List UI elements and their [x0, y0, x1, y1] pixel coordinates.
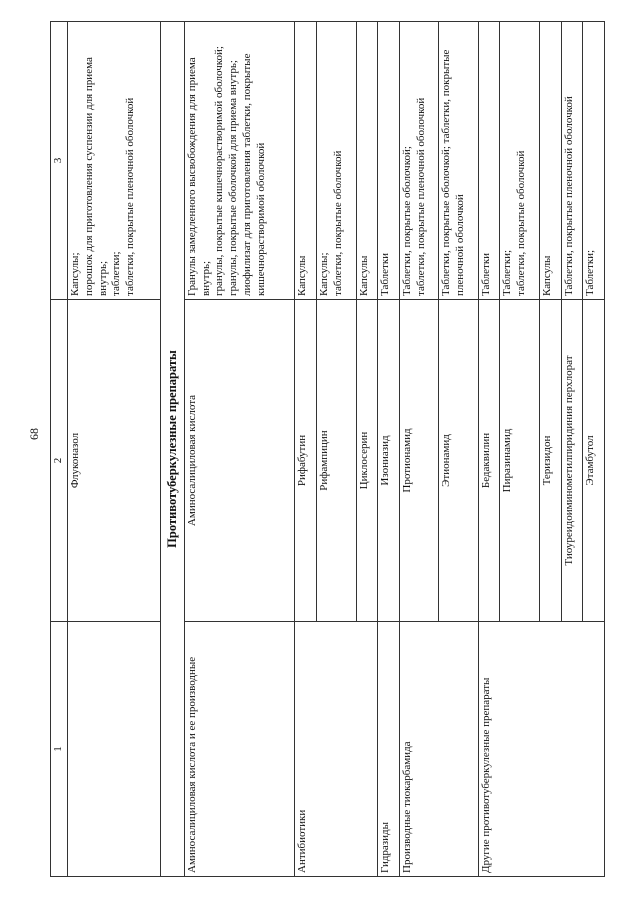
drug-cell: Флуконазол [68, 300, 161, 622]
header-row [51, 22, 68, 877]
header-col-1: 1 [51, 622, 68, 877]
form-line: Капсулы [296, 255, 309, 296]
form-line: Капсулы [540, 255, 553, 296]
table-row [399, 22, 438, 877]
form-line: гранулы, покрытые оболочкой для приема внутрь; [227, 60, 240, 296]
drug-cell: Рифабутин [295, 300, 317, 622]
group-cell: Антибиотики [295, 622, 378, 877]
form-cell [539, 22, 561, 300]
form-line: Таблетки, покрытые оболочкой; [400, 146, 413, 296]
form-line: Капсулы; [318, 252, 331, 296]
form-line: гранулы, покрытые кишечнорастворимой оболочкой; [213, 46, 226, 296]
form-line: таблетки, покрытые пленочной оболочкой [414, 97, 427, 296]
table-row [478, 22, 500, 877]
form-line: Таблетки, покрытые оболочкой; таблетки, покрытые пленочной оболочкой [440, 49, 467, 296]
drug-cell: Теризидон [539, 300, 561, 622]
header-col-2: 2 [51, 300, 68, 622]
form-line: Таблетки; [584, 249, 597, 296]
drug-cell: Циклосерин [356, 300, 378, 622]
drug-table [50, 21, 605, 877]
form-cell [356, 22, 378, 300]
section-row [160, 22, 184, 877]
form-cell [583, 22, 605, 300]
form-cell [184, 22, 295, 300]
form-cell [399, 22, 438, 300]
form-line: Гранулы замедленного высвобождения для приема внутрь; [185, 57, 212, 296]
drug-cell: Тиоуреидоиминометилпиридиния перхлорат [561, 300, 583, 622]
form-line: Капсулы [357, 255, 370, 296]
section-title: Противотуберкулезные препараты [160, 22, 184, 877]
drug-cell: Этионамид [439, 300, 478, 622]
form-cell [561, 22, 583, 300]
table-row [68, 22, 161, 877]
header-col-3: 3 [51, 22, 68, 300]
drug-cell: Протионамид [399, 300, 438, 622]
form-cell [68, 22, 161, 300]
form-line: таблетки, покрытые пленочной оболочкой [124, 97, 136, 296]
group-cell: Гидразиды [378, 622, 400, 877]
table-row [378, 22, 400, 877]
form-line: таблетки, покрытые оболочкой [515, 150, 528, 296]
form-line: Таблетки [379, 252, 392, 296]
drug-cell: Этамбутол [583, 300, 605, 622]
group-cell: Производные тиокарбамида [399, 622, 478, 877]
table-row [295, 22, 317, 877]
page-number: 68 [27, 428, 41, 440]
form-cell [500, 22, 539, 300]
drug-cell: Аминосалициловая кислота [184, 300, 295, 622]
form-cell [478, 22, 500, 300]
form-cell [317, 22, 356, 300]
form-line: лиофилизат для приготовления таблетки, покрытые кишечнорастворимой оболочкой [240, 53, 267, 296]
form-cell [378, 22, 400, 300]
drug-cell: Рифампицин [317, 300, 356, 622]
drug-cell: Бедаквилин [478, 300, 500, 622]
table-row [184, 22, 295, 877]
form-line: таблетки; [110, 251, 123, 296]
form-line: Таблетки, покрытые пленочной оболочкой [562, 96, 575, 296]
form-cell [295, 22, 317, 300]
form-line: таблетки, покрытые оболочкой [331, 150, 344, 296]
form-line: Таблетки [479, 252, 492, 296]
drug-cell: Изониазид [378, 300, 400, 622]
group-cell: Аминосалициловая кислота и ее производные [184, 622, 295, 877]
form-line: Капсулы; [69, 252, 81, 296]
form-line: порошок для приготовления суспензии для приема внутрь; [82, 57, 109, 296]
form-cell [439, 22, 478, 300]
group-cell [68, 622, 161, 877]
group-cell: Другие противотуберкулезные препараты [478, 622, 604, 877]
rotated-table-container [50, 22, 605, 877]
drug-cell: Пиразинамид [500, 300, 539, 622]
form-line: Таблетки; [501, 249, 514, 296]
